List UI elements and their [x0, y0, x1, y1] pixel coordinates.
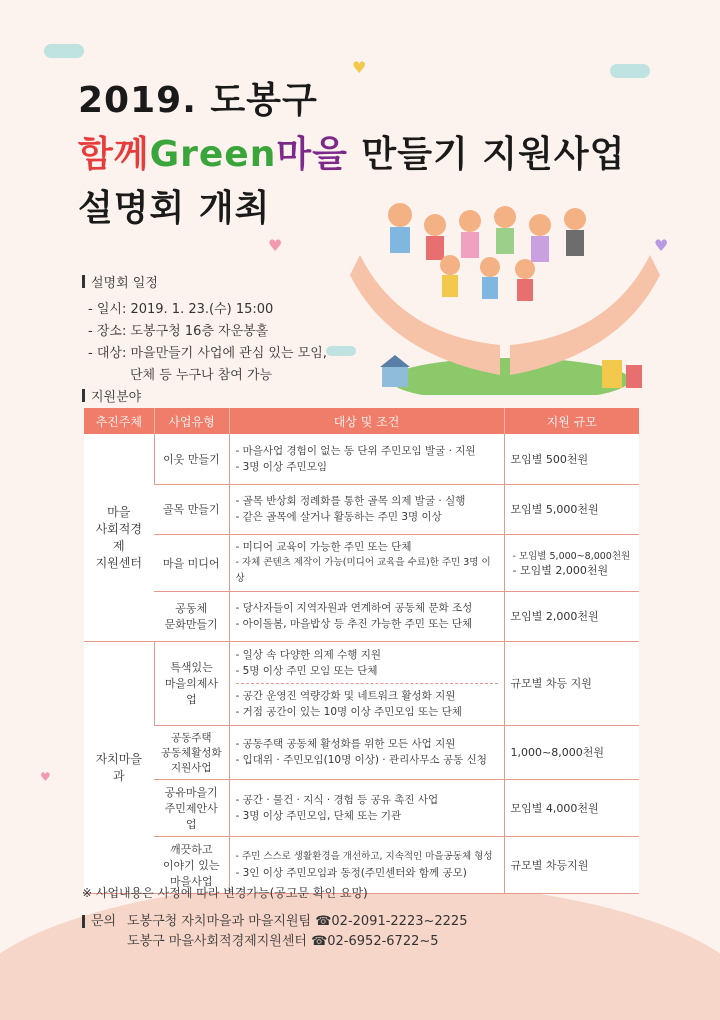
- heading-bar: [82, 915, 85, 928]
- table-row: [84, 641, 639, 725]
- condition-cell: [229, 779, 504, 836]
- type-cell: 공동주택 공동체활성화 지원사업: [154, 725, 229, 779]
- scale-cell: 규모별 차등지원: [504, 836, 639, 893]
- condition-cell: [229, 641, 504, 725]
- condition-line: - 3명 이상 주민모임: [235, 460, 327, 473]
- cloud-decoration: [44, 44, 84, 58]
- heart-icon: ♥: [654, 236, 669, 255]
- title-word-rest: 만들기 지원사업: [347, 134, 626, 175]
- schedule-target-cont: 단체 등 누구나 참여 가능: [130, 368, 273, 383]
- table-row: [84, 434, 639, 484]
- heading-bar: [82, 275, 85, 288]
- condition-divider: [236, 683, 498, 684]
- contact-section: [82, 912, 467, 952]
- title-line-2: [78, 128, 625, 182]
- host-cell: 마을 사회적경제 지원센터: [84, 434, 154, 641]
- table-row: [84, 484, 639, 534]
- condition-line: - 거점 공간이 있는 10명 이상 주민모임 또는 단체: [235, 705, 462, 718]
- notice-text: ※ 사업내용은 사정에 따라 변경가능(공고문 확인 요망): [82, 886, 368, 900]
- contact-spacer: [82, 932, 127, 952]
- col-header-host: 추진주체: [84, 408, 154, 434]
- table-row: [84, 534, 639, 591]
- type-cell: 마을 미디어: [154, 534, 229, 591]
- schedule-section: [82, 272, 327, 387]
- schedule-target: - 대상: 마을만들기 사업에 관심 있는 모임,: [88, 346, 327, 361]
- condition-line: - 공동주택 공동체 활성화를 위한 모든 사업 지원: [235, 738, 456, 750]
- type-cell: 골목 만들기: [154, 484, 229, 534]
- condition-line: - 5명 이상 주민 모임 또는 단체: [235, 664, 378, 677]
- schedule-date: - 일시: 2019. 1. 23.(수) 15:00: [88, 302, 274, 317]
- title-word-green: Green: [149, 134, 277, 175]
- condition-line: - 입대위 · 주민모임(10명 이상) · 관리사무소 공동 신청: [235, 754, 487, 766]
- condition-line: - 주민 스스로 생활환경을 개선하고, 지속적인 마을공동체 형성: [235, 850, 493, 862]
- fields-heading-text: 지원분야: [91, 390, 142, 405]
- scale-cell: 모임별 500천원: [504, 434, 639, 484]
- contact-label: 문의: [91, 914, 117, 929]
- scale-cell: [504, 534, 639, 591]
- title-word-together: 함께: [78, 134, 150, 175]
- contact-row: [82, 932, 467, 952]
- condition-line: - 3명 이상 주민모임, 단체 또는 기관: [235, 809, 402, 822]
- contact-row: [82, 912, 467, 932]
- scale-cell: 규모별 차등 지원: [504, 641, 639, 725]
- schedule-heading-text: 설명회 일정: [91, 276, 158, 291]
- scale-cell: 모임별 2,000천원: [504, 591, 639, 641]
- contact-line-2: 도봉구 마을사회적경제지원센터 ☎02-6952-6722~5: [127, 934, 439, 949]
- col-header-condition: 대상 및 조건: [229, 408, 504, 434]
- condition-line: - 3인 이상 주민모임과 동정(주민센터와 함께 공모): [235, 866, 467, 879]
- col-header-scale: 지원 규모: [504, 408, 639, 434]
- title-line-1: 2019. 도봉구: [78, 80, 318, 121]
- support-table: [84, 408, 639, 894]
- condition-cell: [229, 434, 504, 484]
- schedule-place: - 장소: 도봉구청 16층 자운봉홀: [88, 324, 269, 339]
- scale-line: - 모임별 2,000천원: [512, 563, 609, 577]
- heart-icon: ♥: [352, 58, 367, 77]
- condition-line: - 공간 · 물건 · 지식 · 경험 등 공유 촉진 사업: [235, 793, 439, 806]
- condition-cell: [229, 591, 504, 641]
- col-header-type: 사업유형: [154, 408, 229, 434]
- condition-line: - 일상 속 다양한 의제 수행 지원: [235, 648, 382, 661]
- condition-line: - 아이돌봄, 마을밥상 등 추진 가능한 주민 또는 단체: [235, 618, 473, 630]
- contact-line-1: 도봉구청 자치마을과 마을지원팀 ☎02-2091-2223~2225: [127, 914, 468, 929]
- condition-line: - 공간 운영진 역량강화 및 네트워크 활성화 지원: [235, 689, 456, 702]
- condition-cell: [229, 534, 504, 591]
- scale-cell: 모임별 5,000천원: [504, 484, 639, 534]
- scale-line: - 모임별 5,000~8,000천원: [512, 550, 631, 562]
- type-cell: 공동체 문화만들기: [154, 591, 229, 641]
- title-word-village: 마을: [276, 134, 348, 175]
- table-header-row: [84, 408, 639, 434]
- fields-heading: [82, 386, 141, 405]
- condition-cell: [229, 725, 504, 779]
- heart-icon: ♥: [268, 236, 283, 255]
- scale-cell: 1,000~8,000천원: [504, 725, 639, 779]
- condition-line: - 미디어 교육이 가능한 주민 또는 단체: [235, 540, 412, 553]
- condition-line: - 같은 골목에 살거나 활동하는 주민 3명 이상: [235, 511, 442, 523]
- table-row: [84, 725, 639, 779]
- host-cell: 자치마을과: [84, 641, 154, 893]
- condition-cell: [229, 484, 504, 534]
- condition-line: - 자체 콘텐츠 제작이 가능(미디어 교육을 수료)한 주민 3명 이상: [235, 556, 491, 584]
- schedule-heading: [82, 272, 327, 291]
- table-row: [84, 779, 639, 836]
- title-line-3: 설명회 개최: [78, 188, 271, 229]
- condition-line: - 당사자들이 지역자원과 연계하여 공동체 문화 조성: [235, 602, 473, 614]
- condition-line: - 마을사업 경험이 없는 동 단위 주민모임 발굴 · 지원: [235, 444, 476, 457]
- condition-line: - 골목 반상회 정례화를 통한 골목 의제 발굴 · 실행: [235, 495, 466, 507]
- community-illustration: [340, 195, 670, 395]
- table-row: [84, 591, 639, 641]
- type-cell: 특색있는 마을의제사업: [154, 641, 229, 725]
- type-cell: 깨끗하고 이야기 있는 마을사업: [154, 836, 229, 893]
- heart-icon: ♥: [40, 770, 51, 784]
- scale-cell: 모임별 4,000천원: [504, 779, 639, 836]
- type-cell: 공유마을기 주민제안사업: [154, 779, 229, 836]
- type-cell: 이웃 만들기: [154, 434, 229, 484]
- heading-bar: [82, 389, 85, 402]
